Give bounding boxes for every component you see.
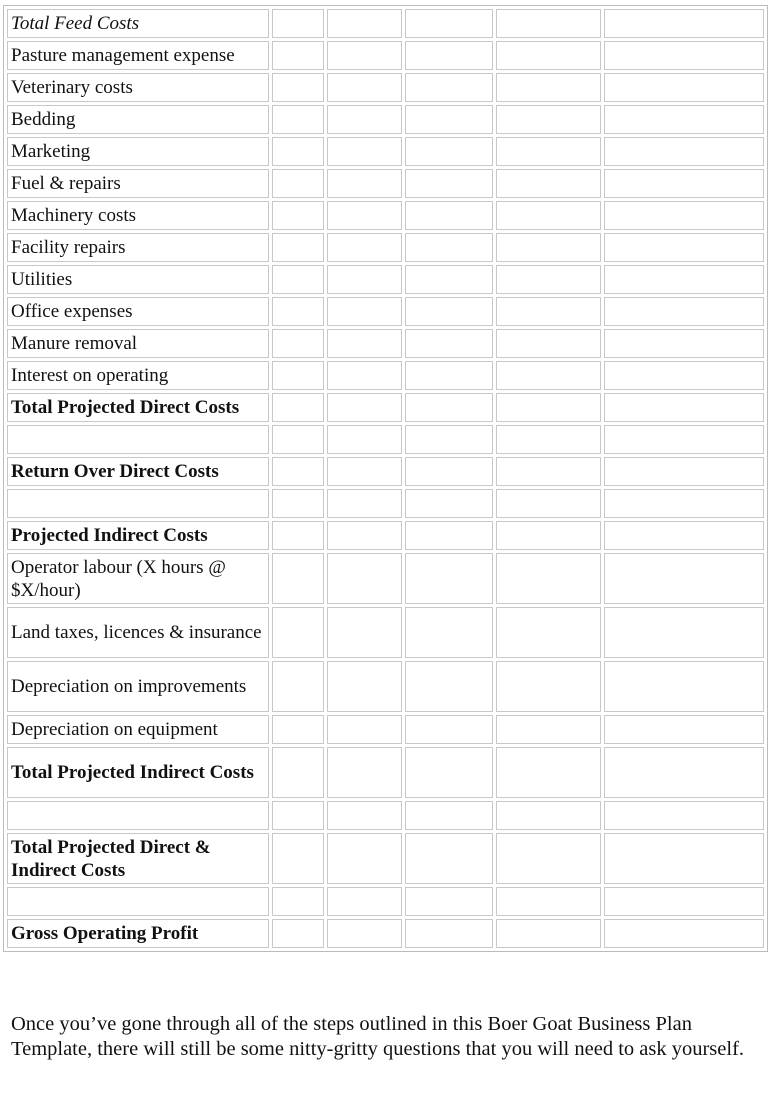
row-label: Veterinary costs bbox=[7, 73, 269, 102]
table-row bbox=[7, 41, 764, 70]
value-cell bbox=[327, 457, 402, 486]
table-row bbox=[7, 553, 764, 604]
table-row bbox=[7, 489, 764, 518]
value-cell bbox=[327, 41, 402, 70]
value-cell bbox=[604, 833, 764, 884]
value-cell bbox=[405, 833, 493, 884]
value-cell bbox=[604, 887, 764, 916]
closing-paragraph: Once you’ve gone through all of the steps outlined in this Boer Goat Business Plan Template, there will still be some nitty-gritty questions that you will need to ask yourself. bbox=[11, 1013, 745, 1060]
value-cell bbox=[604, 747, 764, 798]
value-cell bbox=[272, 233, 325, 262]
value-cell bbox=[405, 553, 493, 604]
row-label: Projected Indirect Costs bbox=[7, 521, 269, 550]
table-row bbox=[7, 201, 764, 230]
table-row bbox=[7, 233, 764, 262]
value-cell bbox=[272, 361, 325, 390]
value-cell bbox=[405, 607, 493, 658]
value-cell bbox=[327, 105, 402, 134]
value-cell bbox=[327, 137, 402, 166]
value-cell bbox=[604, 553, 764, 604]
value-cell bbox=[604, 9, 764, 38]
value-cell bbox=[272, 73, 325, 102]
value-cell bbox=[405, 361, 493, 390]
value-cell bbox=[272, 297, 325, 326]
value-cell bbox=[604, 393, 764, 422]
value-cell bbox=[496, 887, 602, 916]
value-cell bbox=[604, 73, 764, 102]
cost-projection-table bbox=[3, 5, 768, 952]
table-row bbox=[7, 833, 764, 884]
value-cell bbox=[496, 607, 602, 658]
value-cell bbox=[604, 233, 764, 262]
value-cell bbox=[272, 747, 325, 798]
value-cell bbox=[604, 919, 764, 948]
value-cell bbox=[272, 801, 325, 830]
value-cell bbox=[496, 41, 602, 70]
value-cell bbox=[405, 73, 493, 102]
table-row bbox=[7, 105, 764, 134]
value-cell bbox=[405, 201, 493, 230]
value-cell bbox=[327, 489, 402, 518]
value-cell bbox=[327, 393, 402, 422]
value-cell bbox=[496, 169, 602, 198]
table-row bbox=[7, 457, 764, 486]
table-row bbox=[7, 715, 764, 744]
value-cell bbox=[496, 233, 602, 262]
row-label bbox=[7, 801, 269, 830]
value-cell bbox=[496, 553, 602, 604]
row-label: Total Feed Costs bbox=[7, 9, 269, 38]
value-cell bbox=[327, 887, 402, 916]
value-cell bbox=[327, 329, 402, 358]
row-label: Marketing bbox=[7, 137, 269, 166]
value-cell bbox=[604, 137, 764, 166]
value-cell bbox=[327, 715, 402, 744]
value-cell bbox=[272, 393, 325, 422]
table-row bbox=[7, 297, 764, 326]
value-cell bbox=[272, 607, 325, 658]
value-cell bbox=[272, 105, 325, 134]
value-cell bbox=[496, 833, 602, 884]
value-cell bbox=[604, 329, 764, 358]
row-label: Operator labour (X hours @ $X/hour) bbox=[7, 553, 269, 604]
row-label: Return Over Direct Costs bbox=[7, 457, 269, 486]
row-label: Utilities bbox=[7, 265, 269, 294]
row-label: Bedding bbox=[7, 105, 269, 134]
value-cell bbox=[272, 553, 325, 604]
row-label: Facility repairs bbox=[7, 233, 269, 262]
row-label: Land taxes, licences & insurance bbox=[7, 607, 269, 658]
value-cell bbox=[496, 393, 602, 422]
table-row bbox=[7, 361, 764, 390]
value-cell bbox=[327, 361, 402, 390]
value-cell bbox=[604, 297, 764, 326]
value-cell bbox=[496, 425, 602, 454]
row-label: Manure removal bbox=[7, 329, 269, 358]
value-cell bbox=[496, 265, 602, 294]
value-cell bbox=[327, 9, 402, 38]
row-label: Pasture management expense bbox=[7, 41, 269, 70]
row-label: Gross Operating Profit bbox=[7, 919, 269, 948]
value-cell bbox=[405, 105, 493, 134]
value-cell bbox=[604, 265, 764, 294]
value-cell bbox=[327, 747, 402, 798]
value-cell bbox=[327, 297, 402, 326]
value-cell bbox=[327, 919, 402, 948]
table-row bbox=[7, 329, 764, 358]
table-row bbox=[7, 521, 764, 550]
row-label bbox=[7, 489, 269, 518]
value-cell bbox=[327, 801, 402, 830]
value-cell bbox=[327, 425, 402, 454]
value-cell bbox=[327, 265, 402, 294]
value-cell bbox=[405, 137, 493, 166]
value-cell bbox=[272, 169, 325, 198]
row-label: Total Projected Direct Costs bbox=[7, 393, 269, 422]
value-cell bbox=[327, 607, 402, 658]
table-row bbox=[7, 169, 764, 198]
value-cell bbox=[272, 833, 325, 884]
table-row bbox=[7, 661, 764, 712]
table-row bbox=[7, 425, 764, 454]
value-cell bbox=[604, 661, 764, 712]
value-cell bbox=[496, 521, 602, 550]
value-cell bbox=[604, 801, 764, 830]
value-cell bbox=[272, 489, 325, 518]
value-cell bbox=[327, 73, 402, 102]
table-row bbox=[7, 393, 764, 422]
value-cell bbox=[405, 425, 493, 454]
value-cell bbox=[327, 169, 402, 198]
value-cell bbox=[496, 661, 602, 712]
value-cell bbox=[496, 715, 602, 744]
value-cell bbox=[327, 833, 402, 884]
table-row bbox=[7, 887, 764, 916]
table-row bbox=[7, 137, 764, 166]
value-cell bbox=[496, 297, 602, 326]
value-cell bbox=[604, 361, 764, 390]
value-cell bbox=[272, 41, 325, 70]
value-cell bbox=[496, 919, 602, 948]
value-cell bbox=[272, 425, 325, 454]
value-cell bbox=[604, 489, 764, 518]
value-cell bbox=[405, 393, 493, 422]
value-cell bbox=[604, 105, 764, 134]
value-cell bbox=[272, 265, 325, 294]
value-cell bbox=[496, 73, 602, 102]
value-cell bbox=[272, 9, 325, 38]
value-cell bbox=[272, 919, 325, 948]
value-cell bbox=[272, 137, 325, 166]
table-row bbox=[7, 265, 764, 294]
value-cell bbox=[327, 553, 402, 604]
value-cell bbox=[272, 329, 325, 358]
row-label: Machinery costs bbox=[7, 201, 269, 230]
row-label: Total Projected Indirect Costs bbox=[7, 747, 269, 798]
value-cell bbox=[405, 457, 493, 486]
value-cell bbox=[327, 233, 402, 262]
value-cell bbox=[604, 169, 764, 198]
value-cell bbox=[405, 521, 493, 550]
value-cell bbox=[604, 607, 764, 658]
value-cell bbox=[405, 233, 493, 262]
value-cell bbox=[272, 201, 325, 230]
value-cell bbox=[272, 661, 325, 712]
value-cell bbox=[327, 201, 402, 230]
value-cell bbox=[405, 41, 493, 70]
value-cell bbox=[496, 105, 602, 134]
value-cell bbox=[405, 297, 493, 326]
table-row bbox=[7, 73, 764, 102]
row-label: Office expenses bbox=[7, 297, 269, 326]
value-cell bbox=[496, 329, 602, 358]
value-cell bbox=[604, 457, 764, 486]
value-cell bbox=[405, 801, 493, 830]
value-cell bbox=[327, 661, 402, 712]
value-cell bbox=[496, 137, 602, 166]
table-row bbox=[7, 9, 764, 38]
table-row bbox=[7, 607, 764, 658]
row-label: Depreciation on improvements bbox=[7, 661, 269, 712]
value-cell bbox=[405, 489, 493, 518]
value-cell bbox=[604, 41, 764, 70]
row-label bbox=[7, 887, 269, 916]
value-cell bbox=[496, 361, 602, 390]
value-cell bbox=[496, 489, 602, 518]
value-cell bbox=[272, 521, 325, 550]
value-cell bbox=[405, 919, 493, 948]
value-cell bbox=[604, 521, 764, 550]
value-cell bbox=[405, 715, 493, 744]
value-cell bbox=[405, 661, 493, 712]
row-label bbox=[7, 425, 269, 454]
value-cell bbox=[405, 265, 493, 294]
value-cell bbox=[272, 715, 325, 744]
value-cell bbox=[496, 747, 602, 798]
value-cell bbox=[496, 9, 602, 38]
value-cell bbox=[496, 201, 602, 230]
table-row bbox=[7, 919, 764, 948]
row-label: Fuel & repairs bbox=[7, 169, 269, 198]
value-cell bbox=[496, 457, 602, 486]
row-label: Interest on operating bbox=[7, 361, 269, 390]
table-row bbox=[7, 801, 764, 830]
value-cell bbox=[272, 887, 325, 916]
value-cell bbox=[604, 201, 764, 230]
table-row bbox=[7, 747, 764, 798]
value-cell bbox=[405, 747, 493, 798]
value-cell bbox=[604, 715, 764, 744]
value-cell bbox=[604, 425, 764, 454]
value-cell bbox=[496, 801, 602, 830]
value-cell bbox=[405, 329, 493, 358]
value-cell bbox=[405, 169, 493, 198]
value-cell bbox=[405, 887, 493, 916]
value-cell bbox=[327, 521, 402, 550]
value-cell bbox=[405, 9, 493, 38]
row-label: Depreciation on equipment bbox=[7, 715, 269, 744]
row-label: Total Projected Direct & Indirect Costs bbox=[7, 833, 269, 884]
value-cell bbox=[272, 457, 325, 486]
